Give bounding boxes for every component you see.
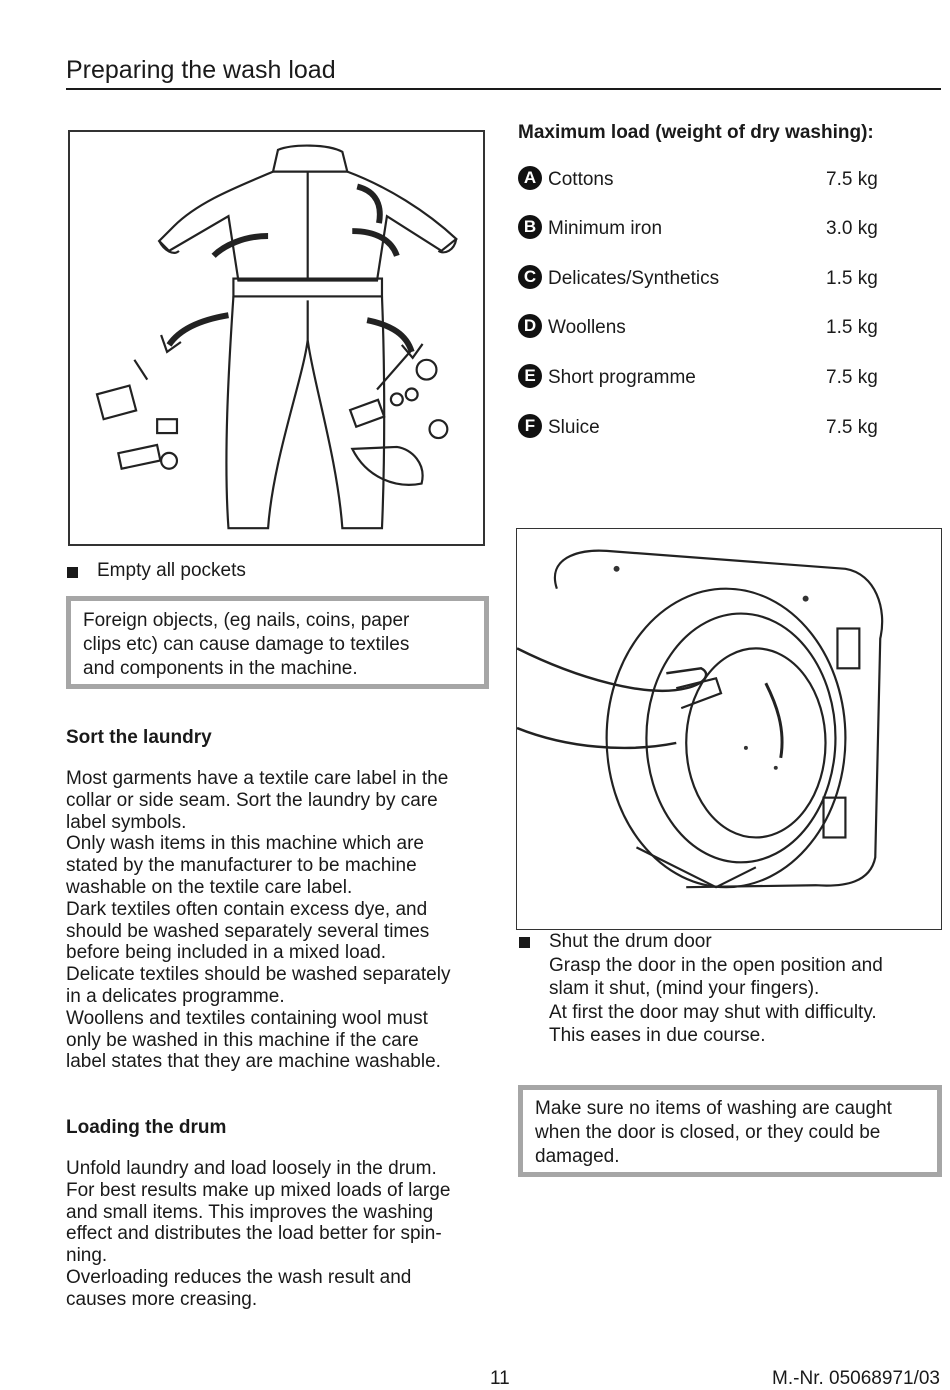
load-row-minimum-iron — [518, 215, 898, 243]
page-number: 11 — [490, 1368, 510, 1389]
load-weight: 3.0 kg — [826, 218, 878, 239]
text-line: Delicate textiles should be washed separately — [66, 964, 451, 986]
load-programme: Woollens — [548, 317, 626, 338]
text-line: Dark textiles often contain excess dye, and — [66, 898, 428, 920]
letter-c-icon: C — [518, 265, 542, 289]
text-line: Grasp the door in the open position and — [549, 954, 883, 976]
text-line: in a delicates programme. — [66, 985, 285, 1007]
overall-garment-drawing — [70, 132, 483, 544]
notice-line: Foreign objects, (eg nails, coins, paper — [83, 610, 410, 631]
text-line: causes more creasing. — [66, 1288, 258, 1310]
text-line: Only wash items in this machine which are — [66, 833, 424, 855]
letter-a-icon: A — [518, 166, 542, 190]
letter-f-icon: F — [518, 414, 542, 438]
text-line: effect and distributes the load better for spin- — [66, 1223, 442, 1245]
notice-line: damaged. — [535, 1146, 620, 1167]
letter-d-icon: D — [518, 314, 542, 338]
text-line: slam it shut, (mind your fingers). — [549, 978, 820, 1000]
text-line: Shut the drum door — [549, 931, 712, 952]
empty-pockets-illustration — [68, 130, 485, 546]
door-instructions — [549, 930, 883, 1048]
load-row-woollens — [518, 314, 898, 342]
door-closing-drawing — [517, 529, 941, 929]
text-line: Most garments have a textile care label in the — [66, 768, 449, 789]
load-programme: Minimum iron — [548, 218, 663, 239]
load-weight: 7.5 kg — [826, 417, 878, 438]
empty-pockets-instruction: Empty all pockets — [97, 560, 246, 581]
text-line: label states that they are machine washable. — [66, 1051, 441, 1073]
letter-b-icon: B — [518, 215, 542, 239]
text-line: before being included in a mixed load. — [66, 942, 387, 964]
max-load-heading: Maximum load (weight of dry washing): — [518, 122, 874, 143]
load-row-delicates — [518, 265, 898, 293]
notice-line: Make sure no items of washing are caught — [535, 1098, 892, 1119]
text-line: and small items. This improves the washing — [66, 1201, 434, 1223]
notice-line: when the door is closed, or they could be — [535, 1122, 881, 1143]
text-line: only be washed in this machine if the care — [66, 1029, 419, 1051]
notice-line: and components in the machine. — [83, 658, 358, 679]
loading-drum-heading: Loading the drum — [66, 1117, 227, 1138]
load-weight: 7.5 kg — [826, 367, 878, 388]
text-line: stated by the manufacturer to be machine — [66, 855, 417, 877]
document-reference: M.-Nr. 05068971/03 — [772, 1368, 940, 1389]
text-line: ning. — [66, 1245, 108, 1267]
load-programme: Cottons — [548, 169, 614, 190]
loading-drum-text — [66, 1158, 450, 1311]
sort-laundry-text — [66, 768, 450, 1073]
title-rule — [66, 88, 941, 90]
text-line: washable on the textile care label. — [66, 876, 353, 898]
text-line: should be washed separately several times — [66, 920, 430, 942]
text-line: Woollens and textiles containing wool must — [66, 1007, 428, 1029]
bullet-square — [519, 937, 530, 948]
sort-laundry-heading: Sort the laundry — [66, 727, 212, 748]
load-weight: 1.5 kg — [826, 268, 878, 289]
load-programme: Short programme — [548, 367, 696, 388]
text-line: Unfold laundry and load loosely in the drum. — [66, 1158, 437, 1179]
letter-e-icon: E — [518, 364, 542, 388]
load-row-cottons — [518, 166, 898, 194]
text-line: collar or side seam. Sort the laundry by care — [66, 789, 438, 811]
load-row-sluice — [518, 414, 898, 442]
text-line: Overloading reduces the wash result and — [66, 1266, 412, 1288]
caught-items-notice — [518, 1085, 942, 1177]
text-line: At first the door may shut with difficulty. — [549, 1001, 877, 1023]
bullet-square — [67, 567, 78, 578]
notice-line: clips etc) can cause damage to textiles — [83, 634, 410, 655]
drum-door-illustration — [516, 528, 942, 930]
page-title: Preparing the wash load — [66, 56, 336, 84]
text-line: For best results make up mixed loads of large — [66, 1179, 451, 1201]
load-weight: 7.5 kg — [826, 169, 878, 190]
load-programme: Delicates/Synthetics — [548, 268, 720, 289]
load-programme: Sluice — [548, 417, 600, 438]
load-row-short-programme — [518, 364, 898, 392]
foreign-objects-notice — [66, 596, 489, 689]
load-weight: 1.5 kg — [826, 317, 878, 338]
text-line: This eases in due course. — [549, 1025, 766, 1047]
text-line: label symbols. — [66, 811, 187, 833]
